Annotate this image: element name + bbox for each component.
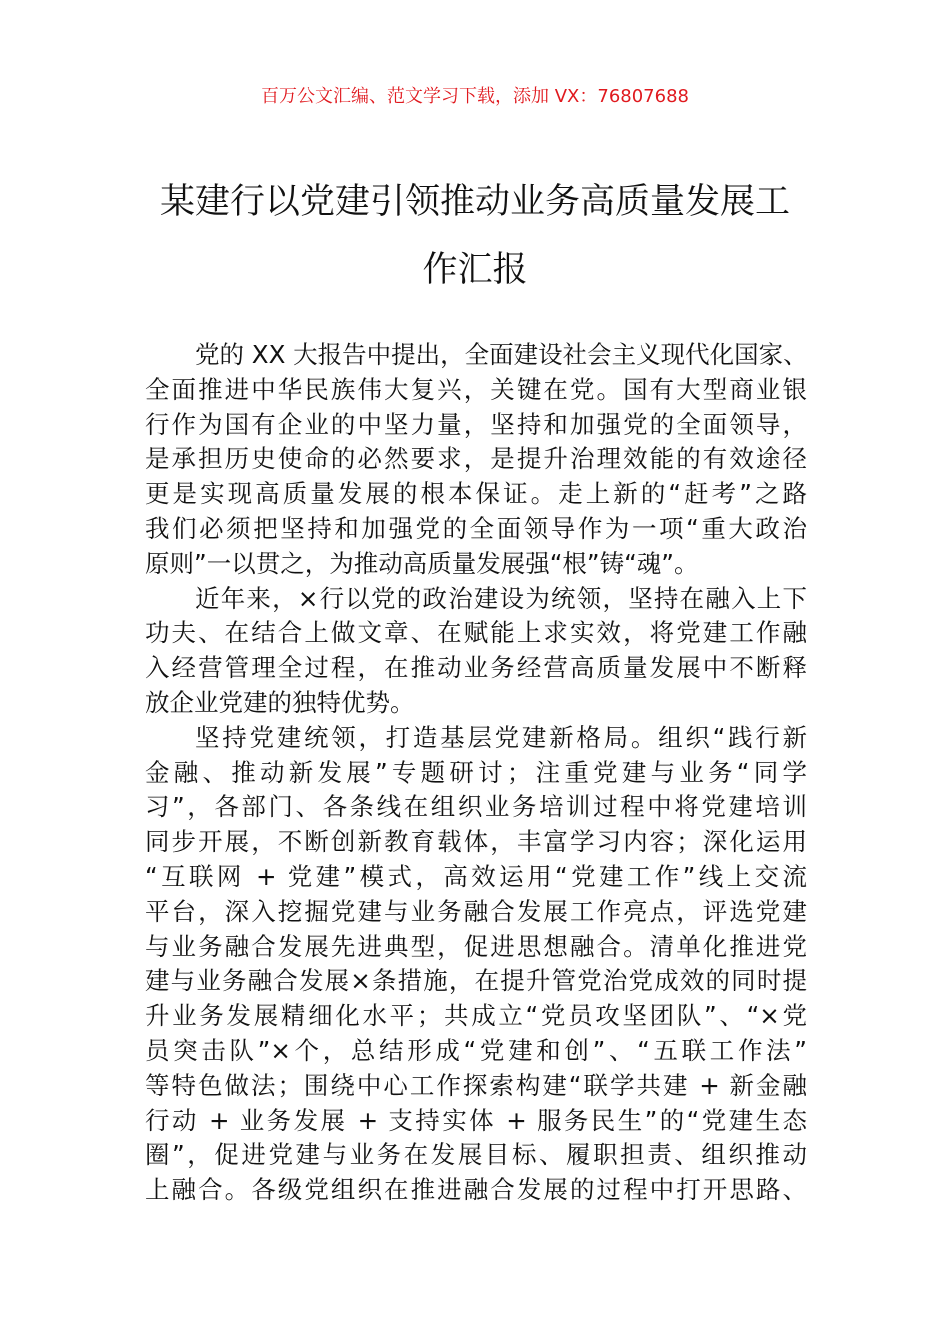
document-body — [145, 338, 807, 1208]
paragraph-line: 入经营管理全过程，在推动业务经营高质量发展中不断释 — [145, 653, 807, 683]
paragraph-line: “互联网 + 党建”模式，高效运用“党建工作”线上交流 — [145, 861, 807, 891]
paragraph-line: 是承担历史使命的必然要求，是提升治理效能的有效途径 — [145, 444, 807, 474]
paragraph-line: 我们必须把坚持和加强党的全面领导作为一项“重大政治 — [145, 513, 807, 543]
watermark-header: 百万公文汇编、范文学习下载，添加 VX：76807688 — [261, 86, 689, 107]
paragraph-line: 金融、推动新发展”专题研讨；注重党建与业务“同学 — [145, 757, 807, 787]
paragraph-line: 近年来，×行以党的政治建设为统领，坚持在融入上下 — [195, 583, 807, 613]
paragraph — [145, 582, 807, 721]
paragraph-line: 习”，各部门、各条线在组织业务培训过程中将党建培训 — [145, 792, 807, 822]
paragraph-line: 党的 XX 大报告中提出，全面建设社会主义现代化国家、 — [195, 340, 808, 369]
document-title-line-1: 某建行以党建引领推动业务高质量发展工 — [159, 182, 790, 222]
paragraph-line: 坚持党建统领，打造基层党建新格局。组织“践行新 — [195, 722, 807, 752]
paragraph-line: 与业务融合发展先进典型，促进思想融合。清单化推进党 — [145, 931, 807, 961]
paragraph — [145, 721, 807, 1208]
paragraph-line: 员突击队”×个，总结形成“党建和创”、“五联工作法” — [145, 1035, 807, 1065]
paragraph-line: 等特色做法；围绕中心工作探索构建“联学共建 + 新金融 — [145, 1070, 807, 1100]
document-title-line-2: 作汇报 — [422, 250, 528, 290]
paragraph-line: 功夫、在结合上做文章、在赋能上求实效，将党建工作融 — [145, 618, 807, 648]
paragraph-line: 升业务发展精细化水平；共成立“党员攻坚团队”、“×党 — [145, 1001, 807, 1031]
paragraph-line: 建与业务融合发展×条措施，在提升管党治党成效的同时提 — [145, 966, 807, 996]
paragraph-line: 全面推进中华民族伟大复兴，关键在党。国有大型商业银 — [145, 374, 807, 404]
paragraph-line: 行动 + 业务发展 + 支持实体 + 服务民生”的“党建生态 — [145, 1105, 807, 1135]
paragraph — [145, 338, 807, 582]
paragraph-line: 更是实现高质量发展的根本保证。走上新的“赶考”之路 — [145, 479, 807, 509]
paragraph-line: 放企业党建的独特优势。 — [145, 687, 415, 717]
paragraph-line: 平台，深入挖掘党建与业务融合发展工作亮点，评选党建 — [145, 896, 807, 926]
paragraph-line: 原则”一以贯之，为推动高质量发展强“根”铸“魂”。 — [145, 548, 699, 578]
paragraph-line: 圈”，促进党建与业务在发展目标、履职担责、组织推动 — [145, 1140, 807, 1170]
paragraph-line: 行作为国有企业的中坚力量，坚持和加强党的全面领导， — [145, 409, 807, 439]
paragraph-line: 同步开展，不断创新教育载体，丰富学习内容；深化运用 — [145, 827, 807, 857]
paragraph-line: 上融合。各级党组织在推进融合发展的过程中打开思路、 — [145, 1175, 807, 1205]
